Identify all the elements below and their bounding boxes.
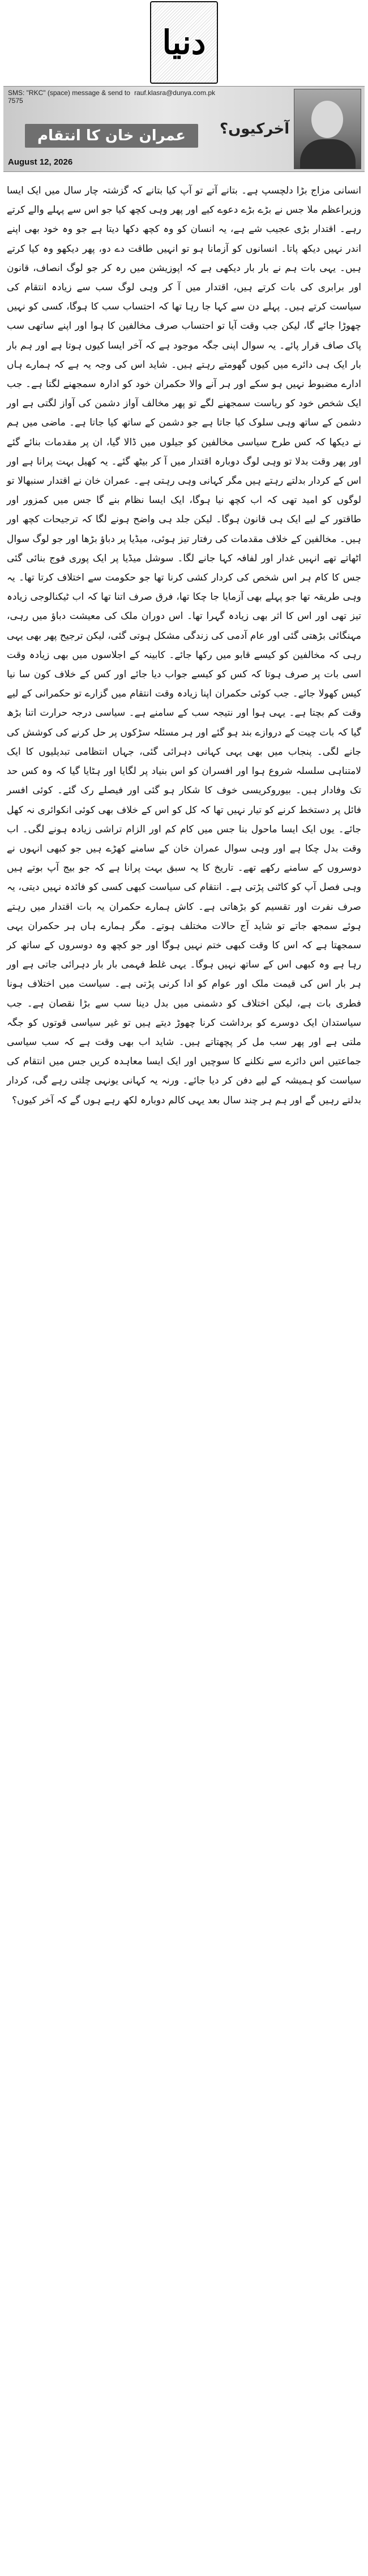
article-body [3,172,365,1110]
column-header-right [220,87,365,171]
author-photo-body [300,139,356,169]
column-header-band [3,86,365,172]
column-headline: عمران خان کا انتقام [25,124,198,148]
sms-instructions: SMS: "RKC" (space) message & send to 7575 [8,89,130,105]
article-text: انسانی مزاج بڑا دلچسپ ہے۔ بتانے آتے تو آپ کیا بتانے کہ گزشتہ چار سال میں ایک ایسا وزیراعظم ملا جس نے بڑے بڑے دعوے کیے اور پھر وہی کچھ کیا جو اس سے پہلے والے کرتے رہے۔ اقتدار بڑی عجیب شے ہے، یہ انسان کو وہ کچھ دکھا دیتا ہے جو وہ خود بھی اپنے اندر نہیں دیکھ پاتا۔ انسانوں کو آزمانا ہو تو انہیں طاقت دے دو، پھر دیکھو وہ کیا کرتے ہیں۔ یہی بات ہم نے بار بار دیکھی ہے کہ اپوزیشن میں رہ کر جو لوگ انصاف، قانون اور برابری کی بات کرتے ہیں، اقتدار میں آ کر وہی لوگ سب سے زیادہ انتقام کی سیاست کرتے ہیں۔ پہلے دن سے کہا جا رہا تھا کہ احتساب سب کا ہوگا، کسی کو نہیں چھوڑا جائے گا، لیکن جب وقت آیا تو احتساب صرف مخالفین کا ہوا اور اپنے ساتھی سب پاک صاف قرار پائے۔ یہ سوال اپنی جگہ موجود ہے کہ آخر ایسا کیوں ہوتا ہے اور ہم بار بار ایک ہی دائرے میں کیوں گھومتے رہتے ہیں۔ شاید اس کی وجہ یہ ہے کہ ہمارے ہاں ادارے مضبوط نہیں ہو سکے اور ہر آنے والا حکمران خود کو ادارہ سمجھنے لگتا ہے۔ جب ایک شخص خود کو ریاست سمجھنے لگے تو پھر مخالف آواز دشمن کی آواز لگتی ہے اور دشمن کے ساتھ وہی سلوک کیا جاتا ہے جو دشمن کے ساتھ کیا جاتا ہے۔ ماضی میں ہم نے دیکھا کہ کس طرح سیاسی مخالفین کو جیلوں میں ڈالا گیا، ان پر مقدمات بنائے گئے اور پھر وقت بدلا تو وہی لوگ دوبارہ اقتدار میں آ کر بیٹھ گئے۔ یہ کھیل بہت پرانا ہے اور اس کے کردار بدلتے رہتے ہیں مگر کہانی وہی رہتی ہے۔ عمران خان نے اقتدار سنبھالا تو لوگوں کو امید تھی کہ اب کچھ نیا ہوگا، ایک ایسا نظام بنے گا جس میں کمزور اور طاقتور کے لیے ایک ہی قانون ہوگا۔ لیکن جلد ہی واضح ہونے لگا کہ ترجیحات کچھ اور ہیں۔ مخالفین کے خلاف مقدمات کی رفتار تیز ہوئی، میڈیا پر دباؤ بڑھا اور جو لوگ سوال اٹھاتے تھے انہیں غدار اور لفافہ کہا جانے لگا۔ سوشل میڈیا پر ایک پوری فوج بنائی گئی جس کا کام ہر اس شخص کی کردار کشی کرنا تھا جو حکومت سے اختلاف کرتا تھا۔ یہ وہی طریقہ تھا جو پہلے بھی آزمایا جا چکا تھا، فرق صرف اتنا تھا کہ اب ٹیکنالوجی زیادہ تیز تھی اور اس کا اثر بھی زیادہ گہرا تھا۔ اس دوران ملک کی معیشت دباؤ میں رہی، مہنگائی بڑھتی گئی اور عام آدمی کی زندگی مشکل ہوتی گئی، لیکن ترجیح پھر بھی یہی رہی کہ مخالفین کو کیسے قابو میں رکھا جائے۔ کابینہ کے اجلاسوں میں بھی زیادہ وقت اسی بات پر صرف ہوتا کہ کس کو کیسے جواب دیا جائے اور کس کے خلاف کون سا نیا کیس کھولا جائے۔ جب کوئی حکمران اپنا زیادہ وقت انتقام میں گزارے تو حکمرانی کے لیے وقت کم بچتا ہے۔ یہی ہوا اور نتیجہ سب کے سامنے ہے۔ سیاسی درجہ حرارت اتنا بڑھ گیا کہ بات چیت کے دروازے بند ہو گئے اور ہر مسئلہ سڑکوں پر حل کرنے کی کوشش کی جانے لگی۔ پنجاب میں بھی یہی کہانی دہرائی گئی، جہاں انتظامی تبدیلیوں کا ایک لامتناہی سلسلہ شروع ہوا اور افسران کو اس بنیاد پر لگایا اور ہٹایا گیا کہ وہ کس حد تک وفادار ہیں۔ بیوروکریسی خوف کا شکار ہو گئی اور فیصلے رک گئے۔ کوئی افسر فائل پر دستخط کرنے کو تیار نہیں تھا کہ کل کو اس کے خلاف بھی کوئی انکوائری نہ کھل جائے۔ یوں ایک ایسا ماحول بنا جس میں کام کم اور الزام تراشی زیادہ ہونے لگی۔ اب وقت بدل چکا ہے اور وہی سوال عمران خان کے سامنے کھڑے ہیں جو کبھی انہوں نے دوسروں کے سامنے رکھے تھے۔ تاریخ کا یہ سبق بہت پرانا ہے کہ جو بیج آپ بوتے ہیں وہی فصل آپ کو کاٹنی پڑتی ہے۔ انتقام کی سیاست کبھی کسی کو فائدہ نہیں دیتی، یہ صرف نفرت اور تقسیم کو بڑھاتی ہے۔ کاش ہمارے حکمران یہ بات اقتدار میں رہتے ہوئے سمجھ جاتے تو شاید آج حالات مختلف ہوتے۔ مگر ہمارے ہاں ہر حکمران یہی سمجھتا ہے کہ اس کا وقت کبھی ختم نہیں ہوگا اور جو کچھ وہ دوسروں کے ساتھ کر رہا ہے وہ کبھی اس کے ساتھ نہیں ہوگا۔ یہی غلط فہمی بار بار دہرائی جاتی ہے اور ہر بار اس کی قیمت ملک اور عوام کو ادا کرنی پڑتی ہے۔ سیاست میں اختلاف ہونا فطری بات ہے، لیکن اختلاف کو دشمنی میں بدل دینا سب سے بڑا نقصان ہے۔ جب سیاستدان ایک دوسرے کو برداشت کرنا چھوڑ دیتے ہیں تو غیر سیاسی قوتوں کو جگہ ملتی ہے اور پھر سب مل کر پچھتاتے ہیں۔ شاید اب بھی وقت ہے کہ سب سیاسی جماعتیں اس دائرے سے نکلنے کا سوچیں اور ایک ایسا معاہدہ کریں جس میں انتقام کی سیاست کو ہمیشہ کے لیے دفن کر دیا جائے۔ ورنہ یہ کہانی یونہی چلتی رہے گی، کردار بدلتے رہیں گے اور ہم ہر چند سال بعد یہی کالم دوبارہ لکھ رہے ہوں گے کہ آخر کیوں؟ [7,185,361,1106]
publish-date: August 12, 2026 [8,157,73,167]
author-photo-head [311,101,343,138]
author-photo [294,89,361,169]
column-series-name: آخرکیوں؟ [220,121,290,137]
masthead [3,0,365,86]
logo-wordmark: دنیا [162,23,206,62]
author-email: rauf.klasra@dunya.com.pk [134,89,215,97]
column-header-left [3,87,220,171]
contact-line [8,89,215,105]
newspaper-logo [150,1,218,84]
